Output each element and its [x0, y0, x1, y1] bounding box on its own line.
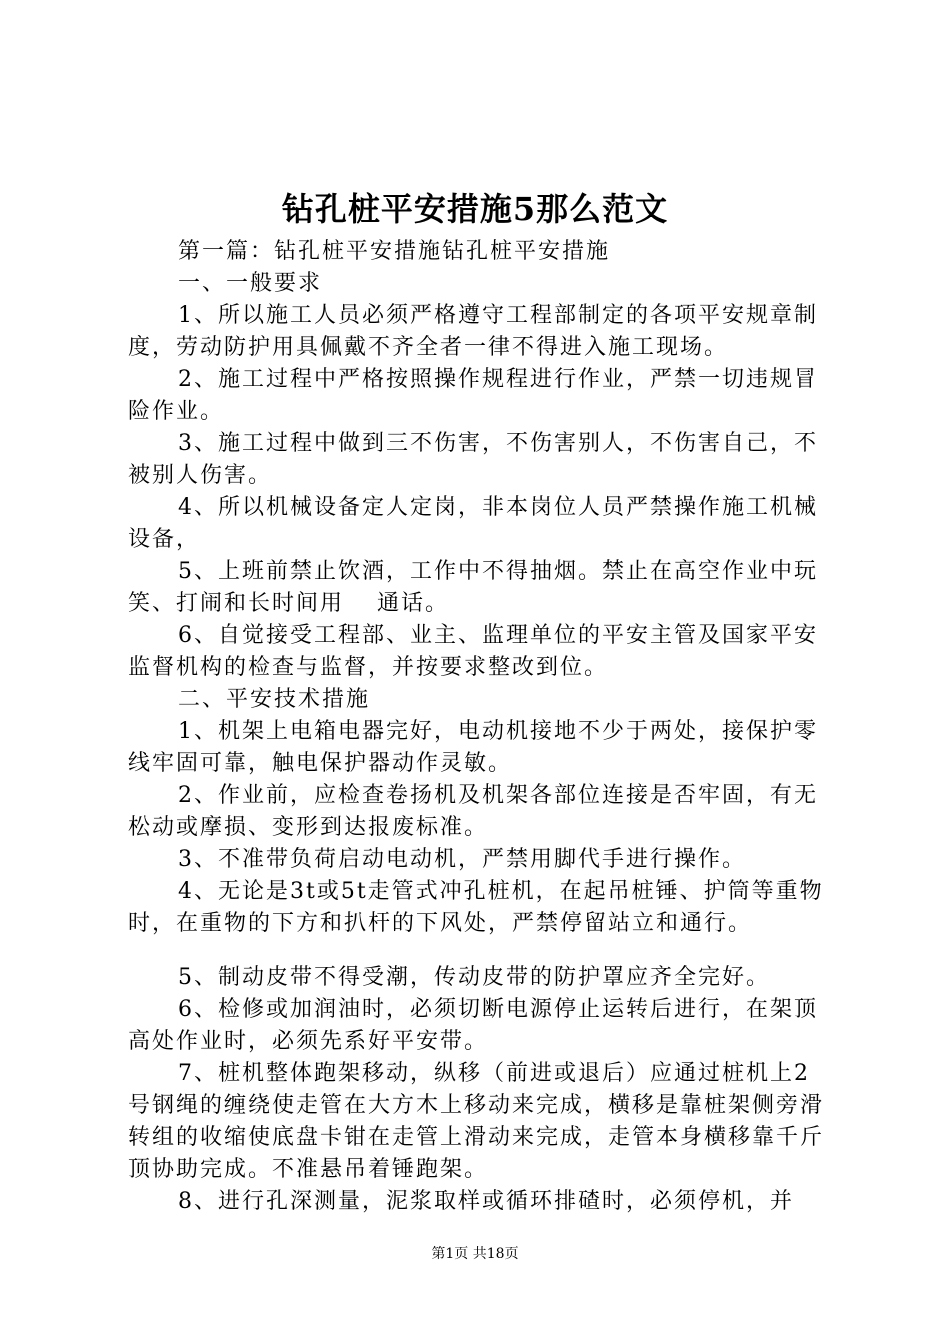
paragraph-gap	[128, 940, 828, 962]
paragraph: 2、施工过程中严格按照操作规程进行作业，严禁一切违规冒险作业。	[128, 367, 818, 424]
page-footer	[0, 1244, 950, 1264]
section-heading: 一、一般要求	[178, 271, 323, 296]
paragraph: 5、上班前禁止饮酒，工作中不得抽烟。禁止在高空作业中玩笑、打闹和长时间用 通话。	[128, 559, 818, 616]
paragraph: 7、桩机整体跑架移动，纵移（前进或退后）应通过桩机上2号钢绳的缠绕使走管在大方木上移动来完成，横移是靠桩架侧旁滑转组的收缩使底盘卡钳在走管上滑动来完成，走管本身横移靠千斤顶协助完成。不准悬吊着锤跑架。	[128, 1061, 825, 1182]
paragraph: 4、所以机械设备定人定岗，非本岗位人员严禁操作施工机械设备，	[128, 495, 818, 552]
document-title: 钻孔桩平安措施5那么范文	[281, 190, 669, 228]
page-number: 第1页	[431, 1246, 469, 1262]
paragraph: 6、检修或加润油时，必须切断电源停止运转后进行，在架顶高处作业时，必须先系好平安带。	[128, 997, 818, 1054]
section-heading: 二、平安技术措施	[178, 687, 371, 712]
paragraph: 1、所以施工人员必须严格遵守工程部制定的各项平安规章制度，劳动防护用具佩戴不齐全者一律不得进入施工现场。	[128, 303, 818, 360]
paragraph: 2、作业前，应检查卷扬机及机架各部位连接是否牢固，有无松动或摩损、变形到达报废标准。	[128, 783, 818, 840]
paragraph: 6、自觉接受工程部、业主、监理单位的平安主管及国家平安监督机构的检查与监督，并按要求整改到位。	[128, 623, 818, 680]
paragraph: 8、进行孔深测量，泥浆取样或循环排碴时，必须停机，并	[178, 1189, 794, 1214]
paragraph: 3、施工过程中做到三不伤害，不伤害别人，不伤害自己，不被别人伤害。	[128, 431, 818, 488]
paragraph: 3、不准带负荷启动电动机，严禁用脚代手进行操作。	[178, 847, 746, 872]
paragraph: 1、机架上电箱电器完好，电动机接地不少于两处，接保护零线牢固可靠，触电保护器动作灵敏。	[128, 719, 818, 776]
paragraph: 4、无论是3t或5t走管式冲孔桩机，在起吊桩锤、护筒等重物时，在重物的下方和扒杆的下风处，严禁停留站立和通行。	[128, 879, 824, 936]
paragraph: 5、制动皮带不得受潮，传动皮带的防护罩应齐全完好。	[178, 965, 770, 990]
paragraph: 第一篇：钻孔桩平安措施钻孔桩平安措施	[178, 239, 611, 264]
page-total: 共18页	[472, 1246, 519, 1262]
document-body	[128, 236, 828, 1218]
